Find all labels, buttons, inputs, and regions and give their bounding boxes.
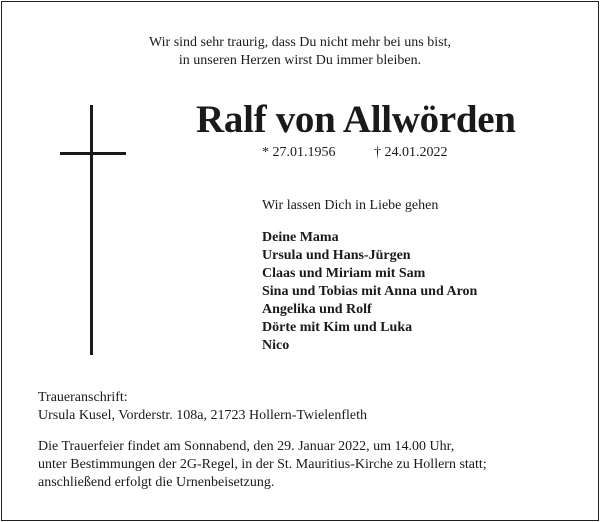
mourner-item: Dörte mit Kim und Luka <box>262 320 413 335</box>
intro-line-1: Wir sind sehr traurig, dass Du nicht mehr bei uns bist, <box>149 35 451 50</box>
mourner-item: Sina und Tobias mit Anna und Aron <box>262 284 478 299</box>
intro-verse <box>0 34 600 70</box>
funeral-notice <box>38 438 568 492</box>
life-dates <box>262 144 448 162</box>
mourners-list <box>262 229 477 355</box>
death-date: † 24.01.2022 <box>374 145 448 160</box>
cross-horizontal-bar <box>60 152 126 155</box>
mourner-item: Deine Mama <box>262 230 339 245</box>
mourner-item: Ursula und Hans-Jürgen <box>262 248 411 263</box>
mourner-item: Angelika und Rolf <box>262 302 372 317</box>
cross-icon <box>60 105 126 355</box>
funeral-line: unter Bestimmungen der 2G-Regel, in der St. Mauritius-Kirche zu Hollern statt; <box>38 457 487 472</box>
address-label: Traueranschrift: <box>38 390 128 405</box>
farewell-line: Wir lassen Dich in Liebe gehen <box>262 198 439 213</box>
mourner-item: Claas und Miriam mit Sam <box>262 266 426 281</box>
mourning-address <box>38 389 367 425</box>
funeral-line: Die Trauerfeier findet am Sonnabend, den 29. Januar 2022, um 14.00 Uhr, <box>38 439 455 454</box>
deceased-name: Ralf von Allwörden <box>196 98 516 141</box>
funeral-line: anschließend erfolgt die Urnenbeisetzung. <box>38 475 275 490</box>
intro-line-2: in unseren Herzen wirst Du immer bleiben. <box>178 53 422 68</box>
cross-vertical-bar <box>90 105 93 355</box>
address-value: Ursula Kusel, Vorderstr. 108a, 21723 Hollern-Twielenfleth <box>38 408 367 423</box>
birth-date: * 27.01.1956 <box>262 145 336 160</box>
mourner-item: Nico <box>262 338 290 353</box>
